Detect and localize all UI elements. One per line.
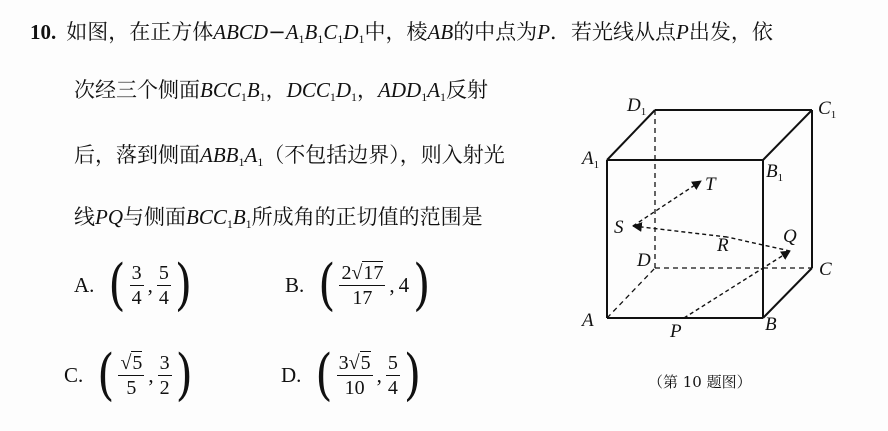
fraction <box>158 352 172 399</box>
ray-rs <box>633 226 727 237</box>
numerator: 5 <box>158 262 169 284</box>
point-p-label: P <box>670 321 682 342</box>
question-number: 10. <box>30 20 57 44</box>
denominator: 5 <box>126 377 137 399</box>
fraction <box>337 352 373 399</box>
cube-figure <box>570 88 870 348</box>
option-a-label: A. <box>74 273 95 297</box>
question-line-1: 10. 如图，在正方体$ABCD-A_1B_1C_1D_1$中，棱AB的中点为P．若光线从点P出发，依 <box>30 20 773 46</box>
left-paren: ( <box>315 343 333 407</box>
fraction <box>386 352 400 399</box>
option-b-label: B. <box>285 273 305 297</box>
left-paren: ( <box>108 253 126 317</box>
vertex-c-label: C <box>819 259 832 280</box>
ray-qr <box>727 237 790 251</box>
comma: , <box>148 363 154 387</box>
option-a[interactable] <box>74 253 193 317</box>
left-paren: ( <box>318 253 336 317</box>
vertex-d1-label: $D_1$ <box>627 95 647 118</box>
right-paren: ) <box>175 343 193 407</box>
numerator: 3√5 <box>338 352 371 374</box>
question-line-3: 后，落到侧面$ABB_1A_1$（不包括边界），则入射光 <box>74 143 505 169</box>
numerator: 3 <box>159 352 170 374</box>
fraction <box>130 262 144 309</box>
comma: , <box>147 273 153 297</box>
fraction <box>339 262 385 309</box>
denominator: 4 <box>131 287 142 309</box>
denominator: 17 <box>352 287 373 309</box>
numerator: 3 <box>131 262 142 284</box>
option-c[interactable] <box>64 343 193 407</box>
denominator: 4 <box>158 287 169 309</box>
edge-bc <box>763 268 812 318</box>
point-r-label: R <box>717 235 729 256</box>
question-line-2: 次经三个侧面$BCC_1B_1$，$DCC_1D_1$，$ADD_1A_1$反射 <box>74 78 489 104</box>
point-t-label: T <box>705 174 716 195</box>
option-d[interactable] <box>281 343 421 407</box>
left-paren: ( <box>97 343 115 407</box>
denominator: 2 <box>159 377 170 399</box>
vertex-c1-label: $C_1$ <box>818 98 837 121</box>
point-q-label: Q <box>783 226 797 247</box>
right-paren: ) <box>174 253 193 317</box>
edge-ad-hidden <box>607 268 655 318</box>
question-line-4: 线PQ与侧面$BCC_1B_1$所成角的正切值的范围是 <box>74 205 483 231</box>
fraction <box>157 262 171 309</box>
option-b[interactable] <box>285 253 431 317</box>
vertex-b1-label: $B_1$ <box>766 161 784 184</box>
edge-b1c1 <box>763 110 812 160</box>
option-d-label: D. <box>281 363 302 387</box>
option-c-label: C. <box>64 363 84 387</box>
vertex-a1-label: $A_1$ <box>582 148 600 171</box>
point-s-label: S <box>614 217 624 238</box>
edge-a1d1 <box>607 110 655 160</box>
denominator: 4 <box>387 377 398 399</box>
ray-st <box>633 181 701 226</box>
right-paren: ) <box>413 253 431 317</box>
vertex-b-label: B <box>765 314 777 335</box>
vertex-a-label: A <box>582 310 594 331</box>
figure-caption: （第 10 题图） <box>648 373 752 391</box>
comma: , <box>376 363 382 387</box>
denominator: 10 <box>344 377 365 399</box>
numerator: 2√17 <box>341 262 384 284</box>
right-paren: ) <box>403 343 421 407</box>
fraction <box>118 352 144 399</box>
numerator: √5 <box>120 352 143 374</box>
numerator: 5 <box>387 352 398 374</box>
comma: , <box>389 273 395 297</box>
value: 4 <box>398 273 410 297</box>
vertex-d-label: D <box>637 250 651 271</box>
